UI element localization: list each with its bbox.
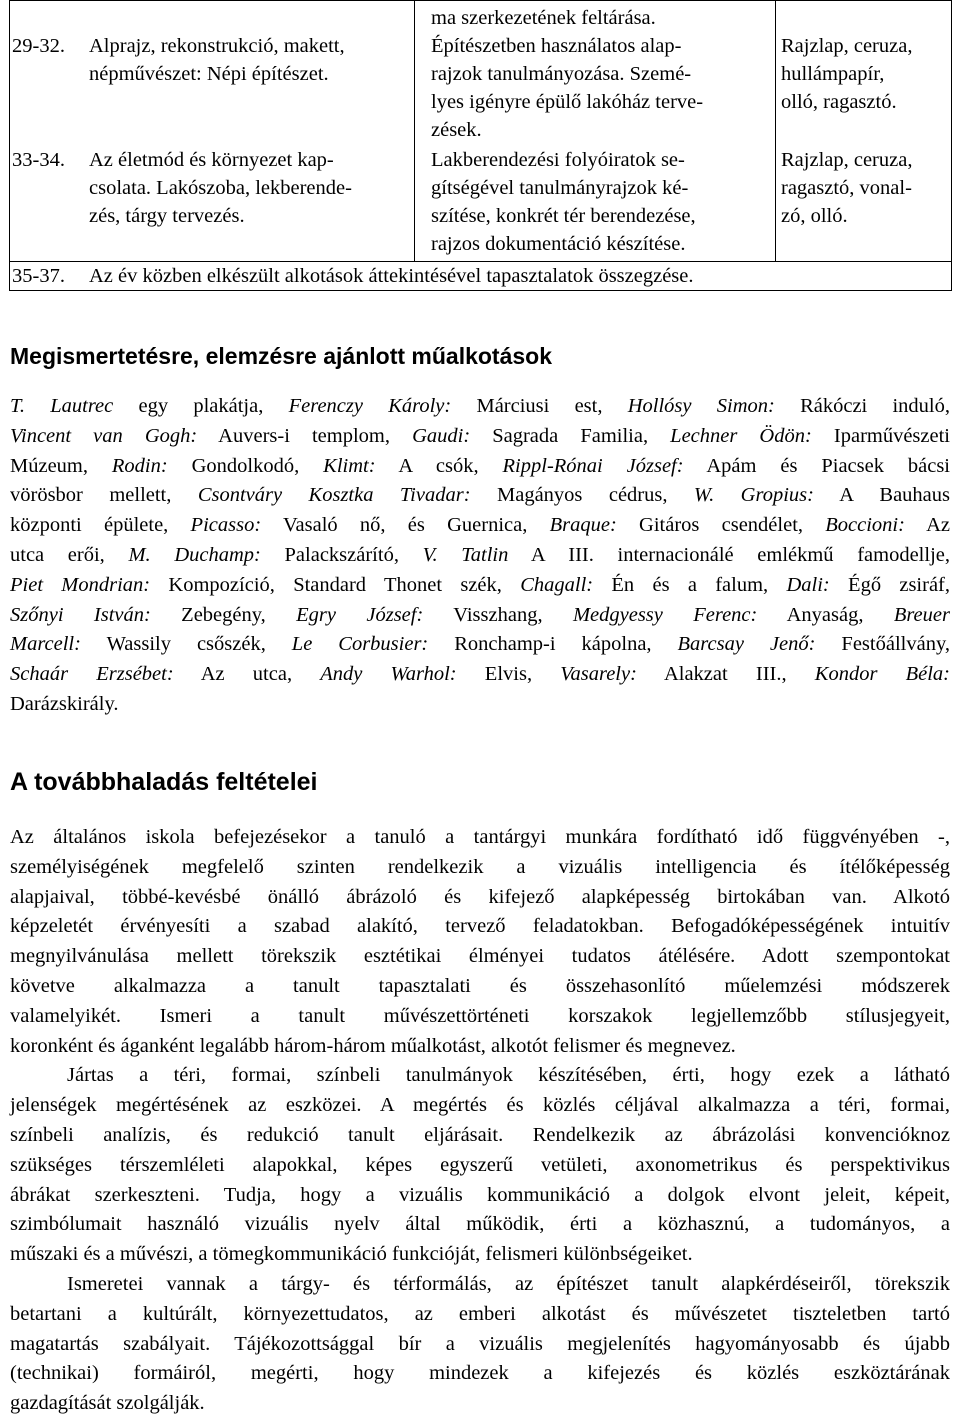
artwork-line [10, 392, 950, 422]
topic-cell [89, 146, 404, 230]
artwork-title: Az utca, [173, 663, 321, 686]
text-line: személyiségének megfelelő szinten rendelkezik a vizuális intelligencia és ítélőképesség [10, 855, 950, 878]
text-line: magatartás szabályait. Tájékozottsággal bír a vizuális megjelenítés hagyományosabb és újabb [10, 1332, 950, 1355]
text-line: megnyilvánulása mellett törekszik esztétikai élményei tudatos átélésére. Adott szempontokat [10, 945, 950, 968]
text-line: szimbólumait használó vizuális nyelv által működik, érti a közhasznú, a tudományos, a [10, 1213, 950, 1236]
lesson-number: 35-37. [12, 265, 65, 287]
tools-cell [781, 146, 953, 230]
text-line: műszaki és a művészi, a tömegkommunikáció funkcióját, felismeri különbségeiket. [10, 1243, 693, 1266]
tools-line: Rajzlap, ceruza, [781, 149, 913, 171]
artwork-title: Visszhang, [423, 603, 573, 626]
artwork-title: Gondolkodó, [167, 454, 324, 477]
artwork-title: Márciusi est, [451, 395, 628, 417]
artwork-title: Palackszárító, [260, 543, 423, 566]
text-line: betartani a kultúrált, környezettudatos, az emberi alkotást és művészetet tiszteletben tartó [10, 1302, 950, 1325]
artwork-line [10, 660, 950, 690]
artist-name: Picasso: [190, 514, 262, 537]
artwork-title: Festőállvány, [815, 633, 950, 656]
artwork-line [10, 541, 950, 571]
text-line: színbeli analízis, és redukció tanult eljárásait. Rendelkezik az ábrázolási konvencióknoz [10, 1123, 950, 1146]
artist-name: Lechner Ödön: [670, 424, 812, 447]
text-line: alapjaival, többé-kevésbé önálló ábrázoló és kifejező alapképesség birtokában van. Alkotó [10, 885, 950, 908]
text-line: Jártas a téri, formai, színbeli tanulmányok készítésében, érti, hogy ezek a látható [67, 1064, 950, 1087]
artworks-heading: Megismertetésre, elemzésre ajánlott műalkotások [10, 343, 553, 369]
text-line: követve alkalmazza a tanult tapasztalati és összehasonlító műelemzési módszerek [10, 974, 950, 997]
artist-name: Ferenczy Károly: [288, 395, 452, 417]
text-line: valamelyikét. Ismeri a tanult művészettörténeti korszakok legjellemzőbb stílusjegyeit, [10, 1004, 950, 1027]
artist-name: Schaár Erzsébet: [10, 663, 174, 686]
artist-name: Kondor Béla: [814, 663, 950, 686]
topic-line: Alprajz, rekonstrukció, makett, [89, 35, 345, 57]
column-divider [775, 0, 776, 261]
artist-name: Rippl-Rónai József: [502, 454, 684, 477]
tools-line: zó, olló. [781, 205, 848, 227]
topic-line: zés, tárgy tervezés. [89, 205, 245, 227]
artist-name: Barcsay Jenő: [677, 633, 816, 656]
activity-line: szítése, konkrét tér berendezése, [431, 205, 696, 227]
artist-name: Dali: [786, 573, 830, 596]
artwork-line [10, 422, 950, 452]
artwork-title: Az [904, 514, 950, 537]
artwork-title: egy plakátja, [113, 395, 289, 417]
artwork-title: Elvis, [456, 663, 561, 686]
artwork-line [10, 452, 950, 482]
topic-line: Az életmód és környezet kap- [89, 149, 334, 171]
tools-line: hullámpapír, [781, 63, 885, 85]
text-line: (technikai) formáiról, megérti, hogy mindezek a kifejezés és közlés eszköztárának [10, 1362, 950, 1385]
text-line: koronként és áganként legalább három-három műalkotást, alkotót felismer és megnevez. [10, 1034, 736, 1057]
artist-name: Medgyessy Ferenc: [572, 603, 758, 626]
paragraph [10, 1270, 950, 1419]
tools-line: Rajzlap, ceruza, [781, 35, 913, 57]
activity-line: ma szerkezetének feltárása. [431, 7, 656, 29]
artwork-title: Ronchamp-i kápolna, [428, 633, 678, 656]
topic-line: népművészet: Népi építészet. [89, 63, 329, 85]
artwork-title: Magányos cédrus, [470, 484, 694, 507]
artwork-line [10, 571, 950, 601]
tools-line: ragasztó, vonal- [781, 177, 912, 199]
artworks-list [10, 392, 950, 720]
curriculum-table [9, 0, 953, 291]
activity-line: lyes igényre épülő lakóház terve- [431, 91, 704, 113]
text-line: szükséges térszemléleti alapokkal, képes egyszerű vetületi, axonometrikus és perspektivikus [10, 1153, 950, 1176]
artist-name: W. Gropius: [693, 484, 814, 507]
artwork-title: Rákóczi induló, [774, 395, 950, 417]
progression-heading: A továbbhaladás feltételei [10, 768, 318, 796]
artwork-title: utca erői, [10, 543, 129, 566]
artist-name: Gaudi: [412, 424, 471, 447]
text-line: képzeletét érvényesíti a szabad alakító, tervező feladatokban. Befogadóképességének intuitív [10, 915, 950, 938]
activity-line: Lakberendezési folyóiratok se- [431, 149, 685, 171]
artwork-title: Én és a falum, [593, 573, 787, 596]
artwork-line [10, 511, 950, 541]
topic-cell [89, 32, 404, 88]
artwork-title: Alakzat III., [636, 663, 815, 686]
artist-name: Le Corbusier: [291, 633, 429, 656]
tools-line: olló, ragasztó. [781, 91, 897, 113]
artist-name: Piet Mondrian: [10, 573, 151, 596]
lesson-number: 29-32. [12, 35, 65, 57]
artwork-line [10, 481, 950, 511]
text-line: Ismeretei vannak a tárgy- és térformálás, az építészet tanult alapkérdéseiről, törekszik [67, 1272, 950, 1295]
artist-name: Szőnyi István: [10, 603, 151, 626]
artist-name: Breuer [893, 603, 950, 626]
artist-name: M. Duchamp: [128, 543, 261, 566]
artwork-title: Apám és Piacsek bácsi [683, 454, 950, 477]
activity-line: rajzos dokumentáció készítése. [431, 233, 686, 255]
artwork-title: Zebegény, [150, 603, 297, 626]
artist-name: Vincent van Gogh: [10, 424, 198, 447]
artwork-line [10, 601, 950, 631]
artwork-title: Kompozíció, Standard Thonet szék, [150, 573, 521, 596]
text-line: jelenségek megértésének az eszközei. A megértés és közlés céljával alkalmazza a téri, formai, [10, 1094, 950, 1117]
activity-cell [431, 4, 771, 144]
artist-name: Chagall: [520, 573, 594, 596]
activity-line: zések. [431, 119, 482, 141]
artwork-title: Vasaló nő, és Guernica, [261, 514, 550, 537]
artwork-title: A Bauhaus [813, 484, 951, 507]
artwork-title: Darázskirály. [10, 692, 119, 715]
activity-line: gítségével tanulmányrajzok ké- [431, 177, 689, 199]
artwork-title: központi épülete, [10, 514, 191, 537]
paragraph [10, 1061, 950, 1270]
paragraph [10, 823, 950, 1061]
artist-name: Marcell: [10, 633, 81, 656]
artwork-title: Sagrada Familia, [470, 424, 671, 447]
topic-line: csolata. Lakószoba, lekberende- [89, 177, 352, 199]
artwork-title: Múzeum, [10, 454, 112, 477]
artist-name: Hollósy Simon: [627, 395, 775, 417]
lesson-number: 33-34. [12, 149, 65, 171]
artist-name: Rodin: [111, 454, 168, 477]
artist-name: Andy Warhol: [320, 663, 457, 686]
artwork-title: Wassily csőszék, [80, 633, 292, 656]
tools-cell [781, 32, 953, 116]
artwork-title: Gitáros csendélet, [616, 514, 826, 537]
artwork-line [10, 630, 950, 660]
artist-name: Boccioni: [825, 514, 905, 537]
artist-name: Csontváry Kosztka Tivadar: [197, 484, 471, 507]
artwork-title: A csók, [375, 454, 503, 477]
progression-text [10, 823, 950, 1419]
artist-name: Klimt: [323, 454, 376, 477]
activity-cell [431, 146, 771, 258]
artist-name: T. Lautrec [10, 395, 114, 417]
artwork-title: Auvers-i templom, [197, 424, 413, 447]
artist-name: Braque: [549, 514, 617, 537]
text-line: Az általános iskola befejezésekor a tanuló a tantárgyi munkára fordítható idő függvényében -, [10, 826, 950, 848]
activity-line: rajzok tanulmányozása. Szemé- [431, 63, 692, 85]
column-divider [414, 0, 415, 261]
artwork-title: Égő zsiráf, [829, 573, 951, 596]
activity-line: Építészetben használatos alap- [431, 35, 682, 57]
text-line: gazdagítását szolgálják. [10, 1392, 205, 1415]
artist-name: Vasarely: [560, 663, 637, 686]
text-line: ábrákat szerkeszteni. Tudja, hogy a vizuális kommunikáció a dolgok elvont jeleit, képeit, [10, 1183, 950, 1206]
artwork-title: A III. internacionálé emlékmű famodellje, [508, 543, 950, 566]
artist-name: V. Tatlin [422, 543, 509, 566]
summary-cell: Az év közben elkészült alkotások áttekintésével tapasztalatok összegzése. [89, 265, 694, 287]
artwork-title: vörösbor mellett, [10, 484, 198, 507]
artwork-title: Anyaság, [757, 603, 894, 626]
artwork-line [10, 690, 950, 720]
artist-name: Egry József: [296, 603, 424, 626]
artwork-title: Iparművészeti [811, 424, 951, 447]
